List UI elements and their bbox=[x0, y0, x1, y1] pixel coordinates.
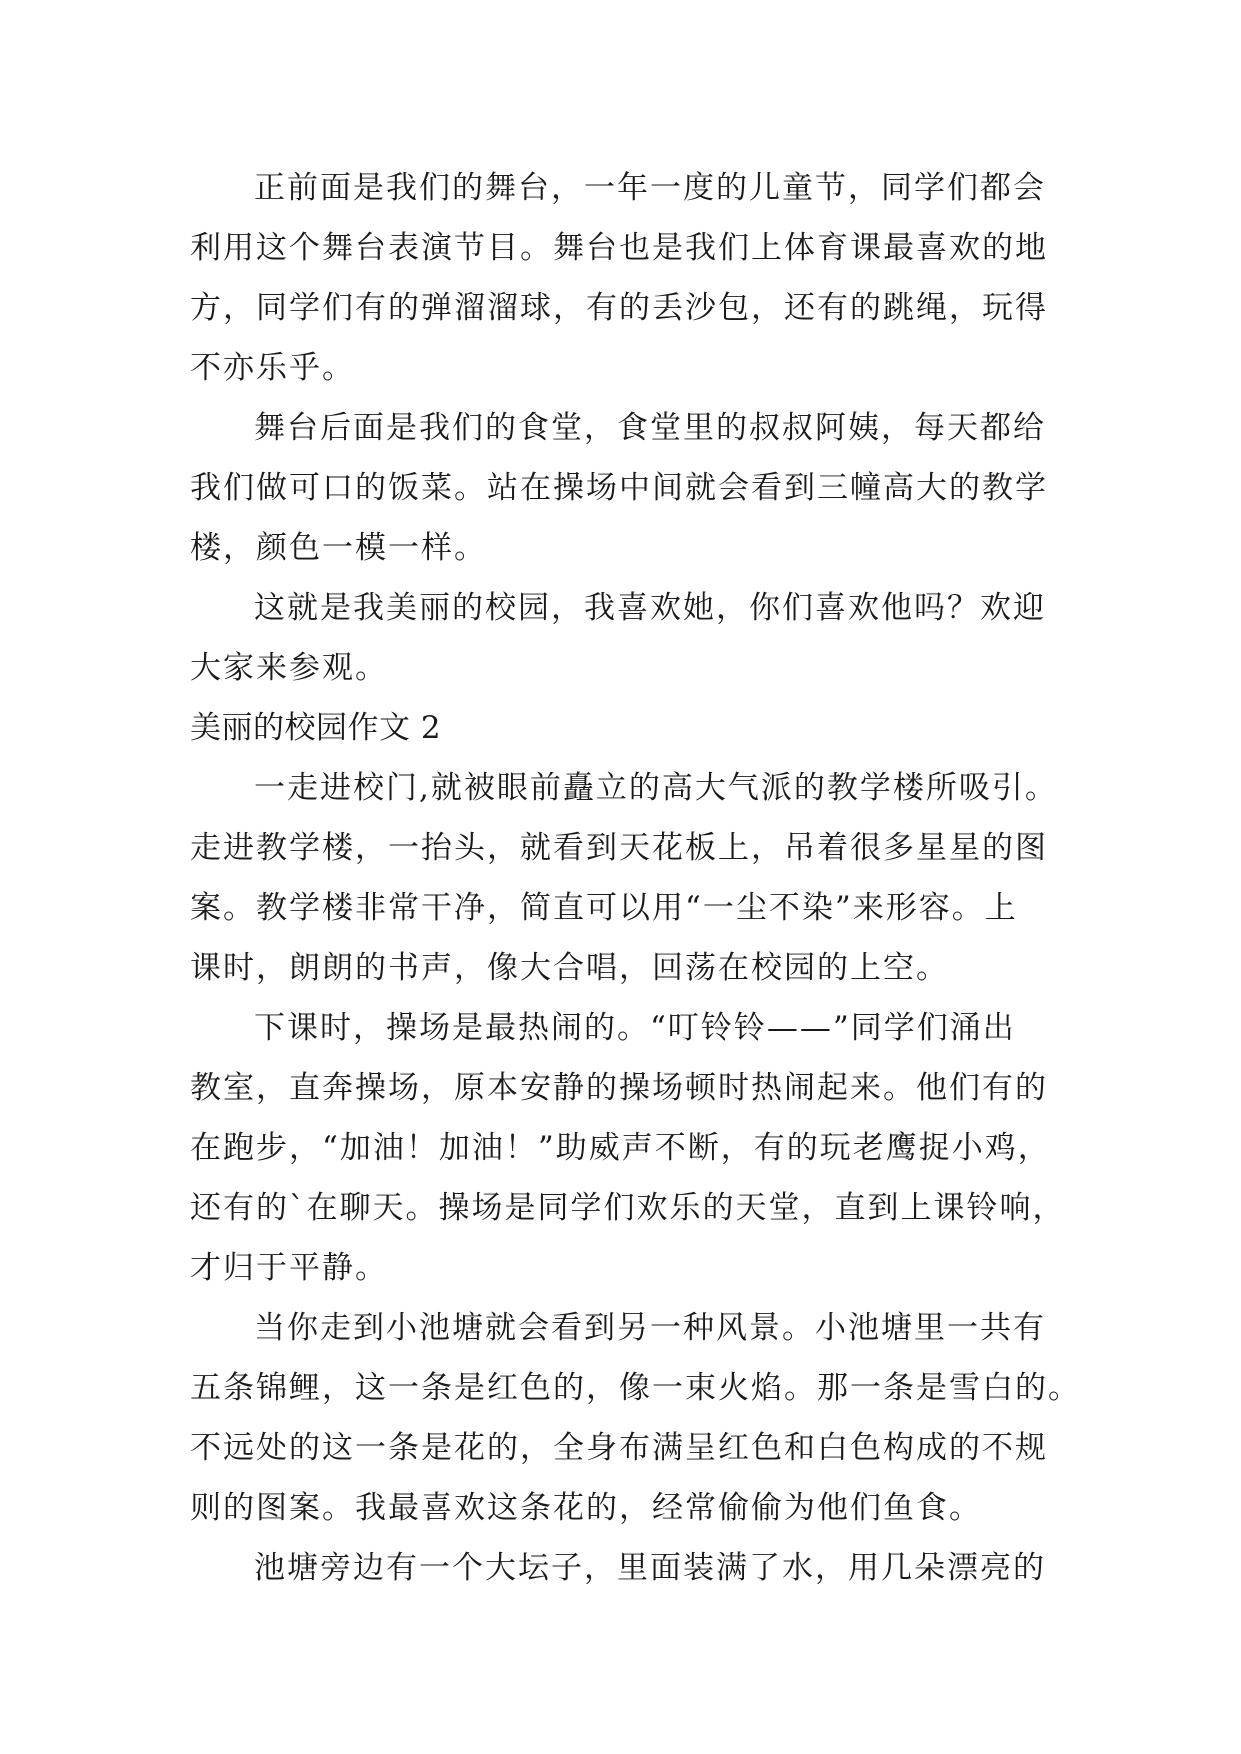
text-line: 教室，直奔操场，原本安静的操场顿时热闹起来。他们有的 bbox=[190, 1070, 1048, 1106]
paragraph bbox=[190, 758, 1080, 998]
paragraph bbox=[190, 158, 1080, 398]
text-line: 这就是我美丽的校园，我喜欢她，你们喜欢他吗？欢迎 bbox=[254, 590, 1046, 626]
text-line: 五条锦鲤，这一条是红色的，像一束火焰。那一条是雪白的。 bbox=[190, 1370, 1081, 1406]
text-line: 正前面是我们的舞台，一年一度的儿童节，同学们都会 bbox=[254, 170, 1046, 206]
text-line: 不亦乐乎。 bbox=[190, 350, 355, 386]
section-title: 美丽的校园作文 2 bbox=[190, 710, 442, 746]
text-line: 还有的`在聊天。操场是同学们欢乐的天堂，直到上课铃响， bbox=[190, 1190, 1066, 1226]
text-line: 才归于平静。 bbox=[190, 1250, 388, 1286]
text-line: 则的图案。我最喜欢这条花的，经常偷偷为他们鱼食。 bbox=[190, 1490, 982, 1526]
text-line: 楼，颜色一模一样。 bbox=[190, 530, 487, 566]
text-line: 不远处的这一条是花的，全身布满呈红色和白色构成的不规 bbox=[190, 1430, 1048, 1466]
text-line: 一走进校门,就被眼前矗立的高大气派的教学楼所吸引。 bbox=[254, 770, 1058, 806]
text-line: 大家来参观。 bbox=[190, 650, 388, 686]
text-line: 在跑步，“加油！加油！”助威声不断，有的玩老鹰捉小鸡， bbox=[190, 1130, 1051, 1166]
text-line: 案。教学楼非常干净，简直可以用“一尘不染”来形容。上 bbox=[190, 890, 1018, 926]
paragraph bbox=[190, 1538, 1080, 1598]
text-line: 舞台后面是我们的食堂，食堂里的叔叔阿姨，每天都给 bbox=[254, 410, 1046, 446]
text-line: 走进教学楼，一抬头，就看到天花板上，吊着很多星星的图 bbox=[190, 830, 1048, 866]
paragraph bbox=[190, 1298, 1080, 1538]
paragraph bbox=[190, 998, 1080, 1298]
paragraph bbox=[190, 578, 1080, 698]
text-line: 池塘旁边有一个大坛子，里面装满了水，用几朵漂亮的 bbox=[254, 1550, 1046, 1586]
text-line: 我们做可口的饭菜。站在操场中间就会看到三幢高大的教学 bbox=[190, 470, 1048, 506]
text-line: 课时，朗朗的书声，像大合唱，回荡在校园的上空。 bbox=[190, 950, 949, 986]
paragraph bbox=[190, 398, 1080, 578]
text-line: 方，同学们有的弹溜溜球，有的丢沙包，还有的跳绳，玩得 bbox=[190, 290, 1048, 326]
text-line: 利用这个舞台表演节目。舞台也是我们上体育课最喜欢的地 bbox=[190, 230, 1048, 266]
document-body bbox=[190, 158, 1080, 1598]
text-line: 下课时，操场是最热闹的。“叮铃铃——”同学们涌出 bbox=[254, 1010, 1016, 1046]
text-line: 当你走到小池塘就会看到另一种风景。小池塘里一共有 bbox=[254, 1310, 1046, 1346]
